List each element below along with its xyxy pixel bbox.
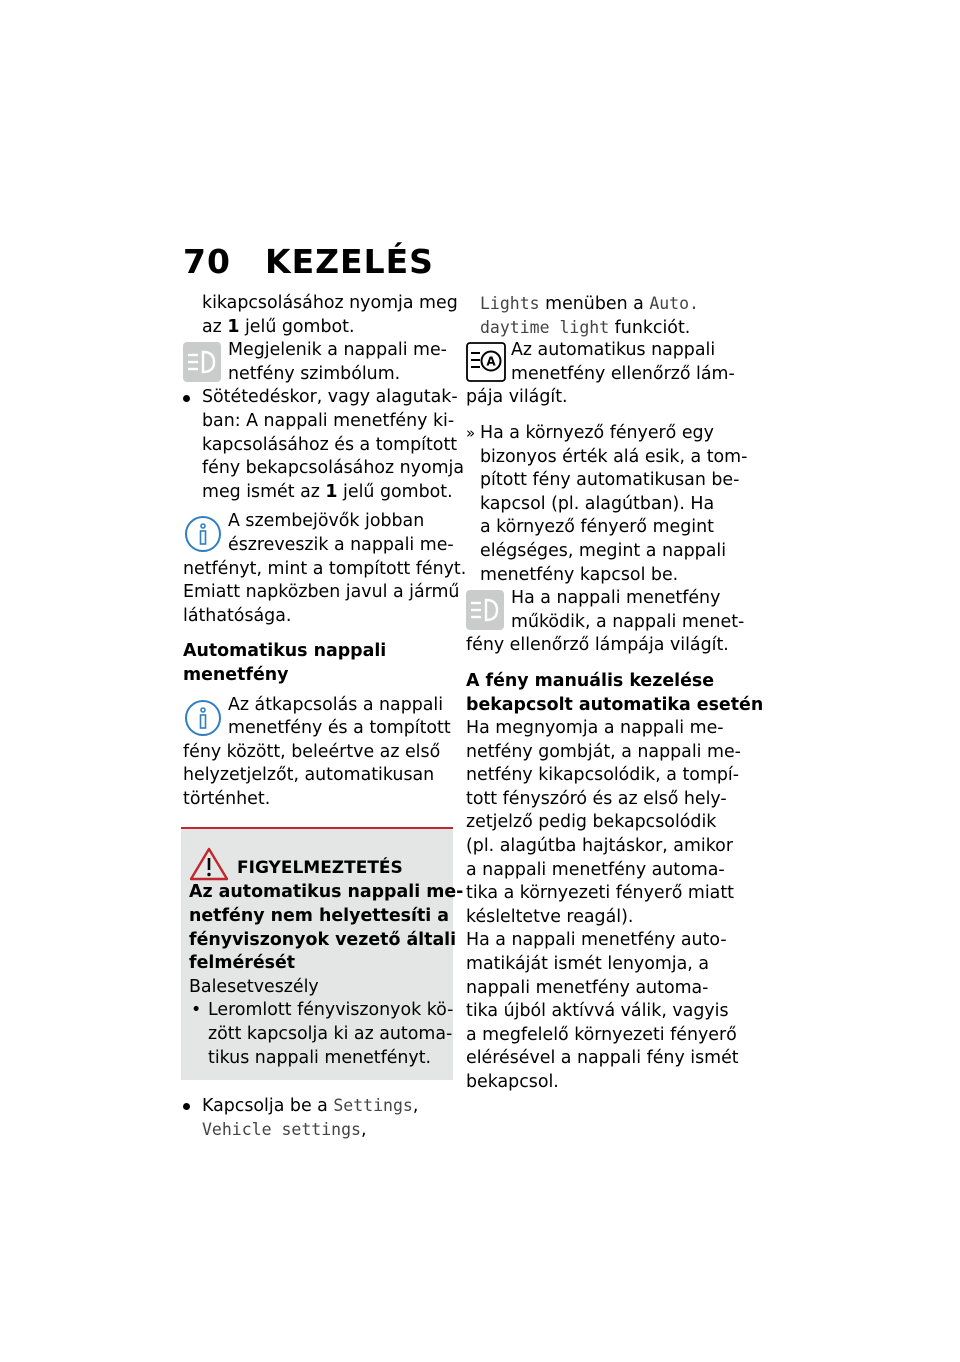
text-line: Emiatt napközben javul a jármű <box>183 582 460 603</box>
text-line: menetfény ellenőrző lám- <box>511 363 735 384</box>
warning-header <box>189 847 447 881</box>
paragraph: Ha megnyomja a nappali me- netfény gombját, a nappali me- netfény kikapcsolódik, a tompí- tott fényszóró és az első hely- zetjelző pedig bekapcsolódik (pl. alagútba hajtáskor, amikor a nappali menetfény automa- tika a környezeti fényerő miatt késleltetve reagál). <box>466 718 741 927</box>
drl-auto-indicator-icon <box>466 342 506 382</box>
text-line: meg ismét az 1 jelű gombot. <box>202 481 453 502</box>
text-line: pája világít. <box>466 387 568 408</box>
drl-symbol-note <box>183 339 453 386</box>
text-line: Az automatikus nappali <box>511 340 716 361</box>
text-line: pított fény automatikusan be- <box>480 470 740 491</box>
text-line: észreveszik a nappali me- <box>228 534 454 555</box>
drl-symbol-note <box>466 587 745 658</box>
text-line: Vehicle settings, <box>202 1119 367 1140</box>
right-column <box>466 292 764 1095</box>
subsection-heading: A fény manuális kezelése bekapcsolt automatika esetén <box>466 670 764 715</box>
warning-risk: Balesetveszély <box>189 976 319 997</box>
warning-triangle-icon <box>189 847 229 881</box>
text-line: A szembejövők jobban <box>228 511 425 532</box>
subsection-heading: Automatikus nappali menetfény <box>183 641 387 685</box>
text-line: történhet. <box>183 788 271 809</box>
button-number: 1 <box>325 481 338 502</box>
text-line: fény bekapcsolásához nyomja <box>202 458 465 479</box>
bullet-item <box>183 1094 453 1141</box>
warning-title: FIGYELMEZTETÉS <box>237 858 403 879</box>
text-line: Kapcsolja be a Settings, <box>202 1096 419 1117</box>
button-number: 1 <box>227 316 240 337</box>
text-line: Sötétedéskor, vagy alagutak- <box>202 387 458 408</box>
menu-path: Vehicle settings <box>202 1119 361 1139</box>
text-line: daytime light funkciót. <box>480 317 691 338</box>
text-line: láthatósága. <box>183 605 292 626</box>
info-note <box>183 694 453 812</box>
text-line: az 1 jelű gombot. <box>202 316 355 337</box>
bullet-item <box>183 386 465 504</box>
text-line: fény között, beleértve az első <box>183 741 441 762</box>
menu-path: Lights <box>480 294 540 313</box>
drl-symbol-icon <box>183 342 221 382</box>
result-item <box>466 422 748 587</box>
drl-symbol-icon <box>466 590 504 630</box>
info-icon <box>183 698 223 738</box>
menu-path: Settings <box>333 1096 413 1116</box>
text-line: helyzetjelzőt, automatikusan <box>183 765 435 786</box>
text-line: fény ellenőrző lámpája világít. <box>466 635 729 656</box>
text-line: működik, a nappali menet- <box>511 611 745 632</box>
text-line: menetfény és a tompított <box>228 718 451 739</box>
info-note <box>183 510 467 628</box>
text-line: menetfény kapcsol be. <box>480 564 679 585</box>
warning-box <box>181 827 464 1080</box>
text-line: kapcsolásához és a tompított <box>202 434 458 455</box>
text-line: a környező fényerő megint <box>480 517 714 538</box>
text-line: Az átkapcsolás a nappali <box>228 694 444 715</box>
section-title: KEZELÉS <box>265 242 434 281</box>
menu-path: Auto. <box>649 294 699 313</box>
text-line: ban: A nappali menetfény ki- <box>202 410 455 431</box>
info-icon <box>183 514 223 554</box>
text-line: elégséges, megint a nappali <box>480 540 727 561</box>
paragraph: Ha a nappali menetfény auto- matikáját ismét lenyomja, a nappali menetfény automa- tika újból aktívvá válik, vagyis a megfelelő környezeti fényerő elérésével a nappali fény ismét bekapcsol. <box>466 930 739 1092</box>
text-line: kikapcsolásához nyomja meg <box>202 293 458 313</box>
indicator-note <box>466 339 738 410</box>
page-number: 70 <box>183 242 231 281</box>
list-bullet: • <box>191 1000 202 1021</box>
text-line: Ha a környező fényerő egy <box>480 422 714 443</box>
left-column <box>183 292 467 1141</box>
text-line: Megjelenik a nappali me- <box>228 340 447 361</box>
warning-statement: Az automatikus nappali me- netfény nem helyettesíti a fényviszonyok vezető általi felmérését <box>189 882 464 974</box>
text-line: kapcsol (pl. alagútban). Ha <box>480 493 715 514</box>
text-line: bizonyos érték alá esik, a tom- <box>480 446 748 467</box>
menu-path: daytime light <box>480 317 610 337</box>
svg-text:A: A <box>486 354 496 369</box>
result-arrow: » <box>466 423 476 442</box>
warning-measure: • Leromlott fényviszonyok kö- zött kapcsolja ki az automa- tikus nappali menetfényt. <box>191 1000 454 1068</box>
text-line: netfény szimbólum. <box>228 363 401 384</box>
text-line: netfényt, mint a tompított fényt. <box>183 558 467 579</box>
text-line: Lights menüben a Auto. <box>480 294 699 314</box>
text-line: Ha a nappali menetfény <box>511 588 721 609</box>
